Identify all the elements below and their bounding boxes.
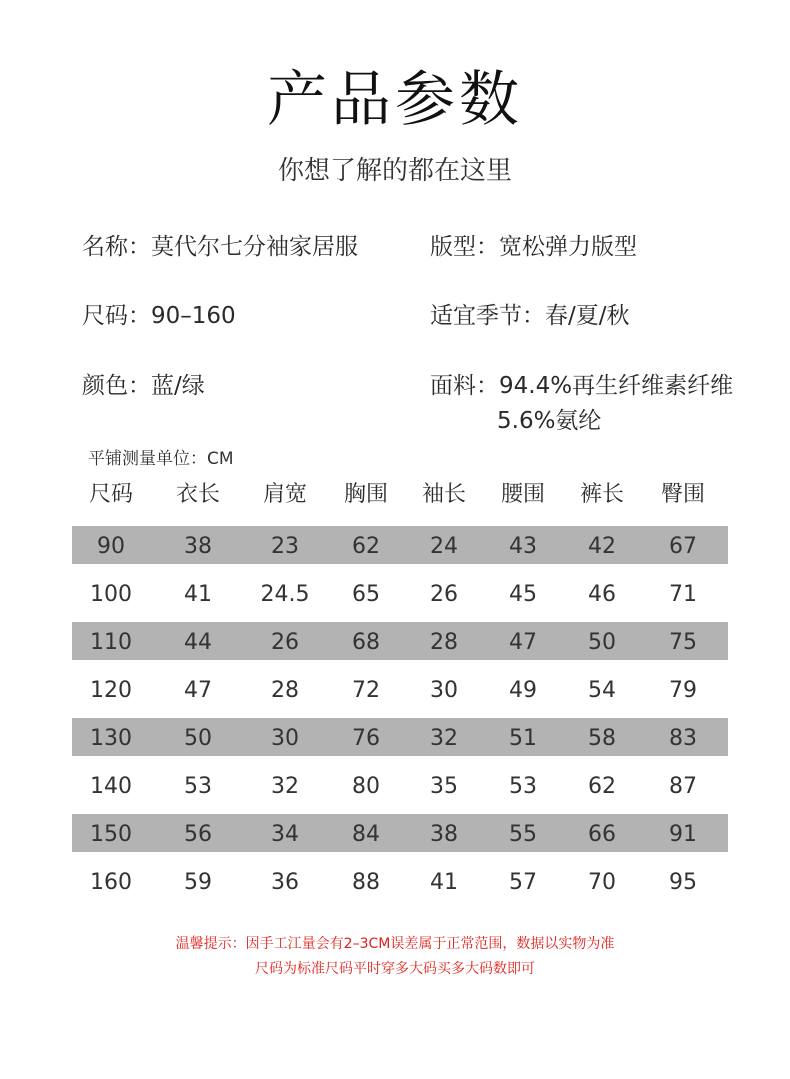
table-row <box>72 526 728 564</box>
table-cell: 28 <box>271 678 299 703</box>
page-title: 产品参数 <box>267 65 523 135</box>
table-cell: 88 <box>352 870 380 895</box>
table-cell: 26 <box>430 582 458 607</box>
table-cell: 30 <box>271 726 299 751</box>
size-table-header <box>72 480 728 510</box>
table-cell: 110 <box>90 630 132 655</box>
header-cell: 袖长 <box>421 482 466 507</box>
table-cell: 62 <box>352 534 380 559</box>
table-cell: 50 <box>588 630 616 655</box>
table-cell: 57 <box>509 870 537 895</box>
header-cell: 臀围 <box>660 482 705 507</box>
table-row <box>72 862 728 900</box>
table-cell: 160 <box>90 870 132 895</box>
table-cell: 32 <box>271 774 299 799</box>
table-cell: 41 <box>430 870 458 895</box>
table-cell: 87 <box>669 774 697 799</box>
spec-color: 颜色：蓝/绿 <box>82 373 205 399</box>
table-cell: 38 <box>184 534 212 559</box>
table-row <box>72 622 728 660</box>
table-cell: 100 <box>90 582 132 607</box>
unit-note: 平铺测量单位：CM <box>88 449 234 469</box>
table-cell: 23 <box>271 534 299 559</box>
table-cell: 84 <box>352 822 380 847</box>
table-cell: 70 <box>588 870 616 895</box>
table-cell: 53 <box>509 774 537 799</box>
table-cell: 91 <box>669 822 697 847</box>
table-cell: 41 <box>184 582 212 607</box>
spec-name: 名称：莫代尔七分袖家居服 <box>82 234 358 260</box>
header-cell: 胸围 <box>343 482 388 507</box>
table-cell: 120 <box>90 678 132 703</box>
table-cell: 51 <box>509 726 537 751</box>
table-row <box>72 670 728 708</box>
table-cell: 72 <box>352 678 380 703</box>
table-cell: 59 <box>184 870 212 895</box>
header-cell: 裤长 <box>579 482 624 507</box>
table-cell: 68 <box>352 630 380 655</box>
table-cell: 76 <box>352 726 380 751</box>
table-row <box>72 574 728 612</box>
table-cell: 71 <box>669 582 697 607</box>
table-cell: 55 <box>509 822 537 847</box>
table-cell: 66 <box>588 822 616 847</box>
table-cell: 47 <box>509 630 537 655</box>
table-cell: 150 <box>90 822 132 847</box>
header-cell: 腰围 <box>500 482 545 507</box>
table-cell: 28 <box>430 630 458 655</box>
table-cell: 42 <box>588 534 616 559</box>
table-cell: 79 <box>669 678 697 703</box>
table-cell: 26 <box>271 630 299 655</box>
table-cell: 36 <box>271 870 299 895</box>
table-cell: 53 <box>184 774 212 799</box>
header-cell: 尺码 <box>88 482 133 507</box>
table-cell: 44 <box>184 630 212 655</box>
table-cell: 83 <box>669 726 697 751</box>
table-cell: 75 <box>669 630 697 655</box>
table-cell: 56 <box>184 822 212 847</box>
table-cell: 49 <box>509 678 537 703</box>
table-cell: 43 <box>509 534 537 559</box>
table-cell: 24.5 <box>260 582 310 607</box>
table-row <box>72 766 728 804</box>
table-cell: 140 <box>90 774 132 799</box>
page-subtitle: 你想了解的都在这里 <box>277 156 512 186</box>
spec-fabric: 面料：94.4%再生纤维素纤维 <box>430 373 734 399</box>
header-cell: 肩宽 <box>262 482 307 507</box>
table-cell: 34 <box>271 822 299 847</box>
table-cell: 62 <box>588 774 616 799</box>
size-table <box>72 526 728 910</box>
table-cell: 32 <box>430 726 458 751</box>
spec-fabric-cont: 5.6%氨纶 <box>497 408 602 434</box>
spec-size: 尺码：90–160 <box>82 303 236 329</box>
table-cell: 30 <box>430 678 458 703</box>
table-cell: 54 <box>588 678 616 703</box>
size-advice-note: 尺码为标准尺码平时穿多大码买多大码数即可 <box>255 961 535 977</box>
table-cell: 90 <box>97 534 125 559</box>
header-cell: 衣长 <box>175 482 220 507</box>
table-cell: 67 <box>669 534 697 559</box>
table-cell: 45 <box>509 582 537 607</box>
table-cell: 80 <box>352 774 380 799</box>
table-row <box>72 814 728 852</box>
table-row <box>72 718 728 756</box>
spec-fit: 版型：宽松弹力版型 <box>430 234 637 260</box>
table-cell: 95 <box>669 870 697 895</box>
table-cell: 35 <box>430 774 458 799</box>
table-cell: 130 <box>90 726 132 751</box>
warm-tip-note: 温馨提示：因手工江量会有2–3CM误差属于正常范围，数据以实物为准 <box>175 936 615 952</box>
table-cell: 46 <box>588 582 616 607</box>
spec-season: 适宜季节：春/夏/秋 <box>430 303 630 329</box>
table-cell: 50 <box>184 726 212 751</box>
table-cell: 65 <box>352 582 380 607</box>
table-cell: 58 <box>588 726 616 751</box>
table-cell: 24 <box>430 534 458 559</box>
table-cell: 47 <box>184 678 212 703</box>
table-cell: 38 <box>430 822 458 847</box>
